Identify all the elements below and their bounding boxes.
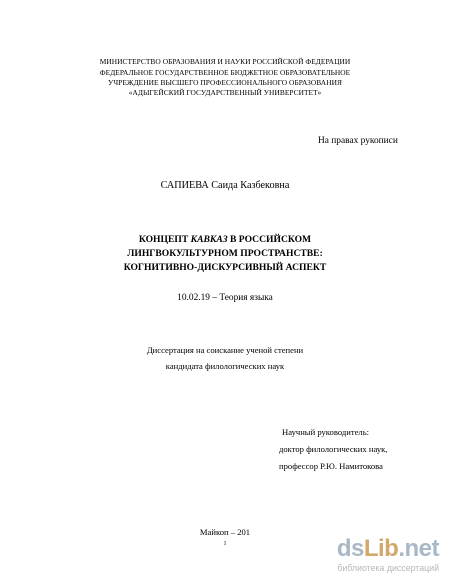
title-prefix: КОНЦЕПТ [138, 234, 191, 245]
dissertation-title-line-2: ЛИНГВОКУЛЬТУРНОМ ПРОСТРАНСТВЕ: [127, 248, 323, 259]
logo-net: .net [398, 535, 439, 562]
dissertation-title-line-1 [0, 234, 450, 247]
ministry-line-3: УЧРЕЖДЕНИЕ ВЫСШЕГО ПРОФЕССИОНАЛЬНОГО ОБРАЗОВАНИЯ [108, 78, 342, 87]
dissertation-title-line-3: КОГНИТИВНО-ДИСКУРСИВНЫЙ АСПЕКТ [123, 262, 327, 273]
ministry-line-2: ФЕДЕРАЛЬНОЕ ГОСУДАРСТВЕННОЕ БЮДЖЕТНОЕ ОБРАЗОВАТЕЛЬНОЕ [99, 68, 351, 77]
watermark-subtitle: библиотека диссертаций [337, 563, 439, 573]
university-name: «АДЫГЕЙСКИЙ ГОСУДАРСТВЕННЫЙ УНИВЕРСИТЕТ» [128, 88, 322, 97]
ministry-line-1: МИНИСТЕРСТВО ОБРАЗОВАНИЯ И НАУКИ РОССИЙСКОЙ ФЕДЕРАЦИИ [99, 57, 351, 66]
degree-line-1: Диссертация на соискание ученой степени [146, 345, 304, 355]
title-suffix: В РОССИЙСКОМ [227, 234, 312, 245]
city-year: Майкоп – 201 [199, 527, 251, 537]
manuscript-note: На правах рукописи [318, 136, 398, 146]
title-italic-word: КАВКАЗ [190, 234, 228, 245]
degree-line-2: кандидата филологических наук [165, 361, 285, 371]
author-name: САПИЕВА Саида Казбековна [160, 180, 290, 191]
dslib-logo [337, 536, 439, 562]
supervisor-degree: доктор филологических наук, [279, 444, 388, 454]
page-number: 1 [223, 541, 227, 547]
logo-lib: Lib [363, 535, 399, 562]
supervisor-name: профессор Р.Ю. Намитокова [279, 461, 383, 471]
logo-ds: ds [336, 535, 364, 562]
dslib-watermark [334, 536, 442, 576]
specialty-code: 10.02.19 – Теория языка [177, 293, 273, 303]
supervisor-label: Научный руководитель: [282, 427, 370, 437]
